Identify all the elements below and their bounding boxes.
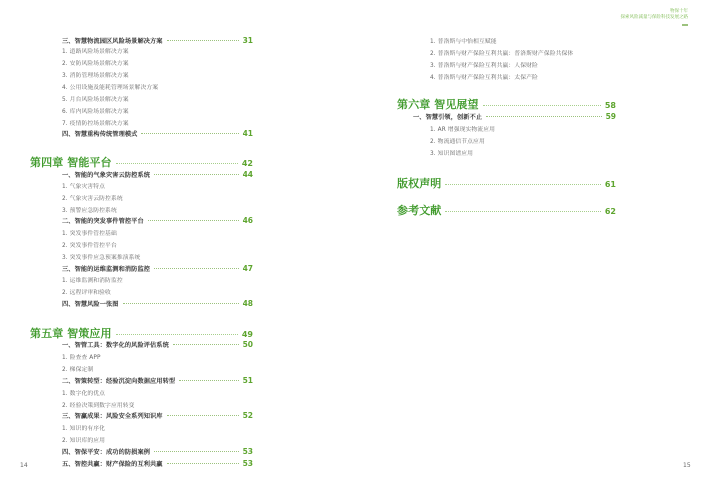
toc-entry-text: 1. 道路风险场景解决方案 [62,49,129,55]
dot-leader [483,105,601,106]
toc-entry-text: 3. 知识图谱应用 [430,151,474,157]
toc-entry-sec[interactable] [62,129,253,138]
left-page-number: 14 [20,462,28,469]
toc-entry-text: 1. 险查查 APP [62,355,101,361]
toc-entry-sub[interactable] [62,400,253,409]
toc-entry-text: 2. 远程评审和验收 [62,290,111,296]
toc-page-number: 52 [242,411,253,420]
header-line-2: 探索风险减量与保险科技发展之路 [620,15,688,20]
toc-entry-text: 一、智慧引领，创新不止 [413,114,483,121]
toc-entry-sec[interactable] [62,447,253,456]
toc-page-number: 49 [241,330,253,339]
toc-entry-ch[interactable] [397,202,616,218]
toc-entry-sub[interactable] [430,48,616,57]
toc-entry-sub[interactable] [62,94,253,103]
toc-entry-sub[interactable] [62,435,253,444]
toc-entry-text: 第四章 智能平台 [30,156,112,169]
toc-page-number: 48 [242,299,253,308]
dot-leader [179,380,238,381]
toc-entry-text: 2. 知识库的应用 [62,438,106,444]
toc-entry-sec[interactable] [62,299,253,308]
toc-entry-text: 3. 突发事件应急预案推演系统 [62,255,141,261]
header-mark [621,9,689,21]
toc-page-number: 53 [242,459,253,468]
toc-entry-sub[interactable] [62,275,253,284]
toc-entry-text: 二、智策转型：经验沉淀向数据应用转型 [62,378,176,385]
toc-entry-text: 2. 物流通信节点应用 [430,139,485,145]
toc-entry-sub[interactable] [62,205,253,214]
toc-entry-text: 6. 库内风险场景解决方案 [62,109,129,115]
toc-page-number: 31 [242,36,253,45]
toc-entry-text: 版权声明 [397,177,442,190]
toc-entry-sub[interactable] [62,352,253,361]
toc-entry-sec[interactable] [62,36,253,45]
toc-entry-sub[interactable] [430,124,616,133]
toc-page-number: 59 [605,112,616,121]
toc-entry-sec[interactable] [62,376,253,385]
toc-entry-sec[interactable] [62,216,253,225]
toc-entry-text: 1. 普洛斯与中怡相互赋能 [430,39,497,45]
toc-entry-text: 2. 梯保定制 [62,367,94,373]
toc-entry-sub[interactable] [62,118,253,127]
toc-entry-sec[interactable] [62,340,253,349]
dot-leader [173,344,239,345]
toc-entry-sub[interactable] [62,423,253,432]
toc-entry-text: 2. 经验决策到数字应用转变 [62,403,135,409]
dot-leader [123,303,239,304]
toc-entry-text: 2. 安防风险场景解决方案 [62,61,129,67]
toc-page-number: 42 [241,159,253,168]
dot-leader [154,174,239,175]
toc-page-number: 41 [242,129,253,138]
toc-entry-text: 1. 突发事件管控基础 [62,231,117,237]
toc-entry-text: 三、智慧物流园区风险场景解决方案 [62,38,163,45]
toc-entry-ch[interactable] [397,96,616,112]
toc-page-number: 51 [242,376,253,385]
toc-entry-text: 3. 预警应急防控系统 [62,208,117,214]
toc-entry-ch[interactable] [397,175,616,191]
toc-entry-sub[interactable] [62,287,253,296]
toc-entry-sub[interactable] [62,70,253,79]
toc-entry-ch[interactable] [30,325,253,341]
toc-entry-text: 1. 知识的有序化 [62,426,106,432]
toc-entry-sub[interactable] [62,228,253,237]
dot-leader [445,184,600,185]
toc-entry-text: 3. 普洛斯与财产保险互利共赢：人保财险 [430,63,538,69]
toc-entry-text: 2. 气象灾害云防控系统 [62,196,123,202]
toc-entry-sub[interactable] [62,58,253,67]
dot-leader [167,463,239,464]
toc-entry-text: 2. 突发事件管控平台 [62,243,117,249]
toc-entry-text: 一、智管工具：数字化的风险评估系统 [62,342,169,349]
toc-entry-sub[interactable] [62,82,253,91]
right-page-number: 15 [683,462,691,469]
dot-leader [167,40,239,41]
toc-entry-sub[interactable] [62,388,253,397]
toc-page-number: 61 [604,180,616,189]
dot-leader [167,415,239,416]
toc-entry-sub[interactable] [430,72,616,81]
toc-entry-text: 第六章 智见展望 [397,98,479,111]
toc-entry-sub[interactable] [62,364,253,373]
toc-entry-sub[interactable] [62,181,253,190]
toc-page-number: 62 [604,207,616,216]
toc-entry-text: 5. 月台风险场景解决方案 [62,97,129,103]
toc-page-number: 58 [604,101,616,110]
dot-leader [154,451,239,452]
dot-leader [141,133,238,134]
toc-entry-ch[interactable] [30,154,253,170]
toc-entry-sec[interactable] [413,112,616,121]
toc-entry-sub[interactable] [62,252,253,261]
toc-entry-sub[interactable] [62,46,253,55]
toc-entry-text: 3. 消防管理场景解决方案 [62,73,129,79]
toc-entry-sec[interactable] [62,411,253,420]
toc-entry-text: 4. 普洛斯与财产保险互利共赢：太保产险 [430,75,538,81]
toc-entry-sub[interactable] [430,60,616,69]
toc-page-number: 47 [242,264,253,273]
dot-leader [116,334,238,335]
dot-leader [445,211,600,212]
toc-entry-sub[interactable] [62,193,253,202]
toc-entry-text: 第五章 智策应用 [30,327,112,340]
dot-leader [148,220,239,221]
toc-entry-text: 1. 气象灾害特点 [62,184,106,190]
dot-leader [154,268,239,269]
toc-entry-sub[interactable] [430,136,616,145]
toc-entry-text: 四、智慧重构传统管理模式 [62,131,138,138]
toc-entry-text: 1. AR 增强现实物流应用 [430,127,495,133]
dot-leader [116,163,238,164]
toc-entry-text: 四、智保平安：成功的防损案例 [62,449,151,456]
toc-entry-text: 三、智赢成果：风险安全系列知识库 [62,413,163,420]
header-bar [682,24,688,26]
toc-entry-sec[interactable] [62,170,253,179]
toc-entry-sub[interactable] [430,36,616,45]
toc-page-number: 46 [242,216,253,225]
header-line-1: 物保十年 [670,9,688,14]
toc-entry-text: 四、智慧风险一张图 [62,301,119,308]
dot-leader [486,116,601,117]
toc-entry-sec[interactable] [62,264,253,273]
toc-entry-text: 三、智能的运维监测和消防监控 [62,266,151,273]
toc-entry-text: 7. 疫情防控场景解决方案 [62,121,129,127]
toc-entry-text: 2. 普洛斯与财产保险互利共赢：普洛斯财产保险共保体 [430,51,574,57]
toc-page-number: 44 [242,170,253,179]
toc-entry-sub[interactable] [62,240,253,249]
toc-entry-text: 参考文献 [397,204,442,217]
toc-entry-sub[interactable] [62,106,253,115]
toc-page-number: 50 [242,340,253,349]
toc-entry-text: 1. 数字化的优点 [62,391,106,397]
toc-entry-text: 1. 运维监测和消防监控 [62,278,123,284]
toc-entry-sub[interactable] [430,148,616,157]
toc-entry-sec[interactable] [62,459,253,468]
toc-page-number: 53 [242,447,253,456]
toc-entry-text: 4. 公用设施及能耗管理场景解决方案 [62,85,159,91]
toc-entry-text: 一、智能的气象灾害云防控系统 [62,172,151,179]
toc-entry-text: 二、智能的突发事件管控平台 [62,218,144,225]
toc-entry-text: 五、智控共赢：财产保险的互利共赢 [62,461,163,468]
